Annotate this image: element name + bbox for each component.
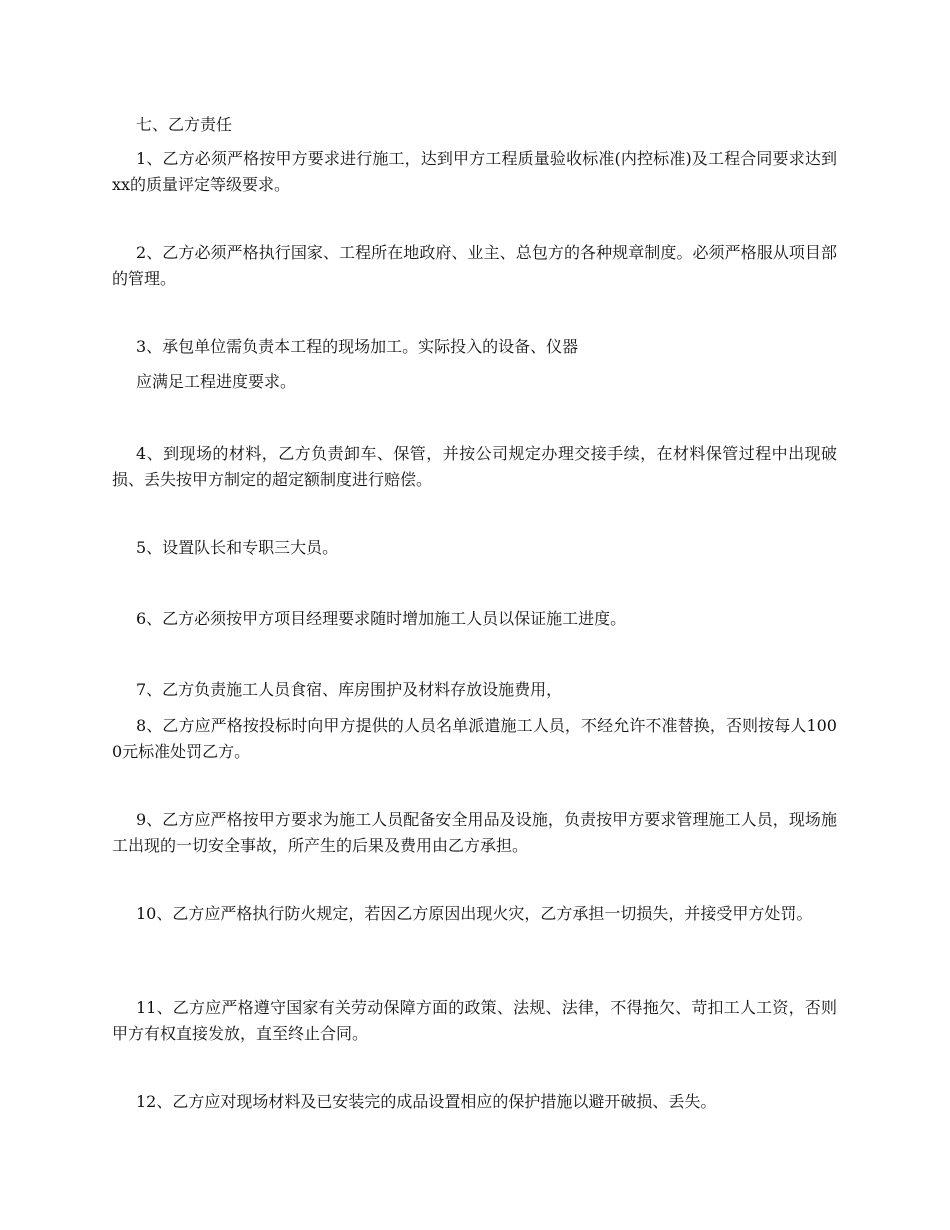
paragraph-2: 2、乙方必须严格执行国家、工程所在地政府、业主、总包方的各种规章制度。必须严格服从项目部的管理。 xyxy=(112,243,837,288)
paragraph-3-continued: 应满足工程进度要求。 xyxy=(136,372,297,391)
paragraph-3: 3、承包单位需负责本工程的现场加工。实际投入的设备、仪器 xyxy=(136,337,579,356)
paragraph-5: 5、设置队长和专职三大员。 xyxy=(136,538,339,557)
paragraph-11: 11、乙方应严格遵守国家有关劳动保障方面的政策、法规、法律，不得拖欠、苛扣工人工资，否则甲方有权直接发放，直至终止合同。 xyxy=(112,998,837,1043)
paragraph-12: 12、乙方应对现场材料及已安装完的成品设置相应的保护措施以避开破损、丢失。 xyxy=(136,1092,717,1111)
paragraph-7: 7、乙方负责施工人员食宿、库房围护及材料存放设施费用， xyxy=(136,680,563,699)
paragraph-4: 4、到现场的材料，乙方负责卸车、保管，并按公司规定办理交接手续，在材料保管过程中出现破损、丢失按甲方制定的超定额制度进行赔偿。 xyxy=(112,444,837,489)
paragraph-10: 10、乙方应严格执行防火规定，若因乙方原因出现火灾，乙方承担一切损失，并接受甲方处罚。 xyxy=(136,904,813,923)
paragraph-9: 9、乙方应严格按甲方要求为施工人员配备安全用品及设施，负责按甲方要求管理施工人员，现场施工出现的一切安全事故，所产生的后果及费用由乙方承担。 xyxy=(112,810,837,855)
paragraph-6: 6、乙方必须按甲方项目经理要求随时增加施工人员以保证施工进度。 xyxy=(136,609,627,628)
paragraph-1: 1、乙方必须严格按甲方要求进行施工，达到甲方工程质量验收标准(内控标准)及工程合同要求达到xx的质量评定等级要求。 xyxy=(112,149,837,194)
section-heading: 七、乙方责任 xyxy=(136,115,233,134)
paragraph-8: 8、乙方应严格按投标时向甲方提供的人员名单派遣施工人员，不经允许不准替换，否则按每人1000元标准处罚乙方。 xyxy=(112,716,837,761)
